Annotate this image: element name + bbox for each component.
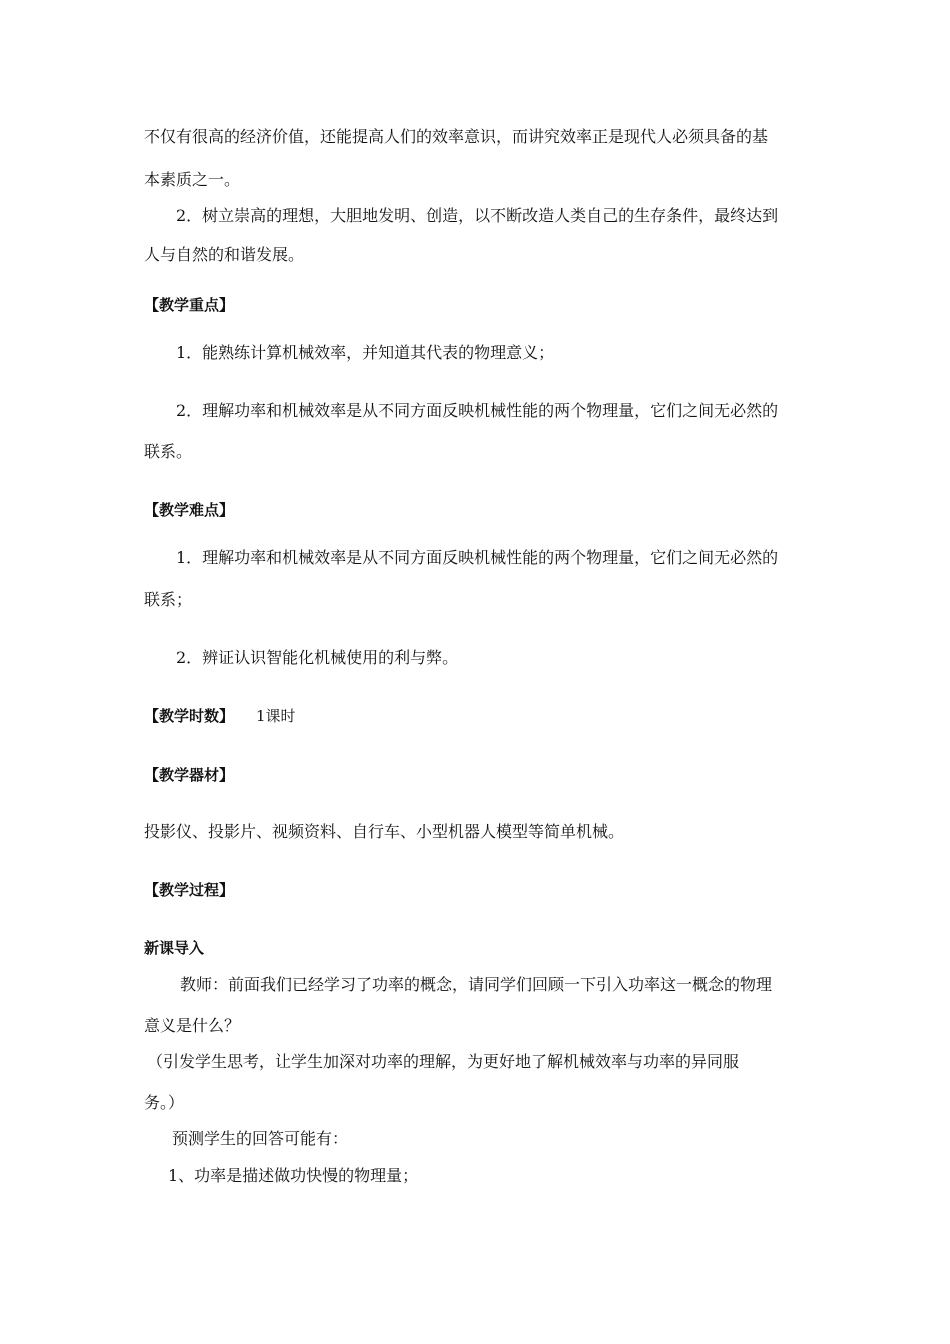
paragraph-line: 本素质之一。: [144, 170, 241, 189]
section-heading-process: 【教学过程】: [144, 881, 235, 899]
paragraph-line: 不仅有很高的经济价值，还能提高人们的效率意识，而讲究效率正是现代人必须具备的基: [144, 127, 769, 146]
key-point-item-continuation: 联系。: [144, 442, 193, 461]
section-heading-class-hours: [144, 706, 296, 726]
section-heading-equipment: 【教学器材】: [144, 766, 235, 784]
teacher-question-continuation: 意义是什么？: [144, 1016, 241, 1035]
predicted-answer: 1、功率是描述做功快慢的物理量；: [168, 1166, 419, 1185]
teacher-question: 教师：前面我们已经学习了功率的概念，请同学们回顾一下引入功率这一概念的物理: [180, 975, 773, 994]
prediction-intro: 预测学生的回答可能有：: [172, 1129, 349, 1148]
difficult-point-item-continuation: 联系；: [144, 590, 193, 609]
section-heading-key-points: 【教学重点】: [144, 296, 235, 314]
difficult-point-item: 2．辨证认识智能化机械使用的利与弊。: [176, 648, 459, 667]
class-hours-value: 1课时: [256, 707, 296, 725]
subheading-introduction: 新课导入: [144, 939, 205, 957]
equipment-text: 投影仪、投影片、视频资料、自行车、小型机器人模型等简单机械。: [144, 822, 625, 841]
paragraph-line: 2．树立崇高的理想，大胆地发明、创造，以不断改造人类自己的生存条件，最终达到: [176, 206, 779, 225]
key-point-item: 2．理解功率和机械效率是从不同方面反映机械性能的两个物理量，它们之间无必然的: [176, 401, 779, 420]
section-heading-difficult-points: 【教学难点】: [144, 501, 235, 519]
teaching-note: （引发学生思考，让学生加深对功率的理解，为更好地了解机械效率与功率的异同服: [147, 1052, 740, 1071]
difficult-point-item: 1．理解功率和机械效率是从不同方面反映机械性能的两个物理量，它们之间无必然的: [176, 548, 779, 567]
paragraph-line: 人与自然的和谐发展。: [144, 245, 305, 264]
class-hours-heading: 【教学时数】: [144, 707, 235, 725]
teaching-note-continuation: 务。）: [144, 1093, 185, 1112]
key-point-item: 1．能熟练计算机械效率，并知道其代表的物理意义；: [176, 343, 555, 362]
